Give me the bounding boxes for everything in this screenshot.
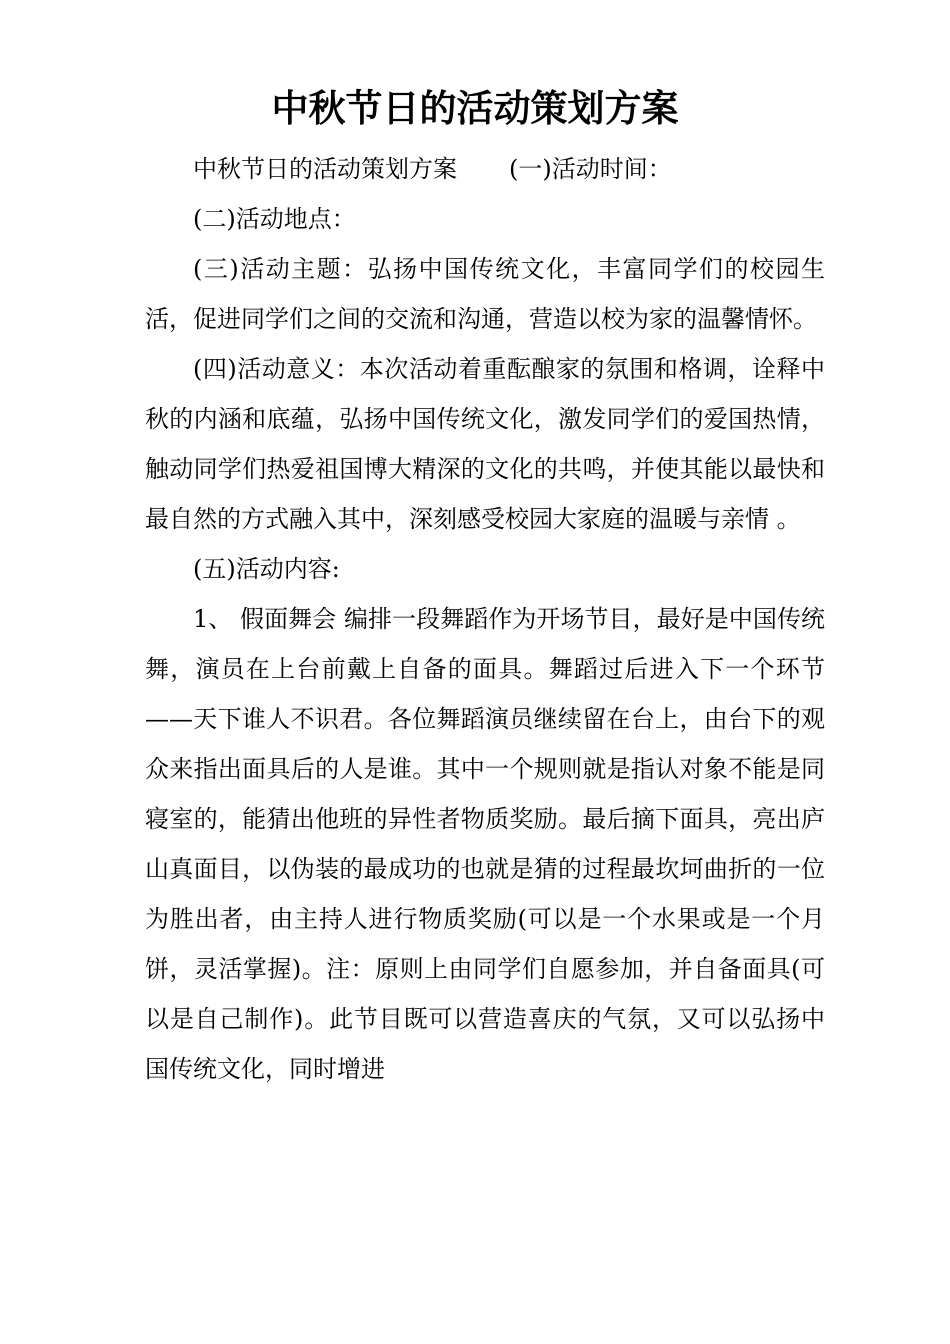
intro-paragraph — [145, 144, 825, 194]
paragraph-masquerade: 1、 假面舞会 编排一段舞蹈作为开场节目，最好是中国传统舞，演员在上台前戴上自备的面具。舞蹈过后进入下一个环节——天下谁人不识君。各位舞蹈演员继续留在台上，由台下的观众来指出面具后的人是谁。其中一个规则就是指认对象不能是同寝室的，能猜出他班的异性者物质奖励。最后摘下面具，亮出庐山真面目，以伪装的最成功的也就是猜的过程最坎坷曲折的一位为胜出者，由主持人进行物质奖励(可以是一个水果或是一个月饼，灵活掌握)。注：原则上由同学们自愿参加，并自备面具(可以是自己制作)。此节目既可以营造喜庆的气氛，又可以弘扬中国传统文化，同时增进 — [145, 605, 825, 1083]
document-body — [145, 144, 825, 1094]
paragraph-location: (二)活动地点： — [193, 205, 356, 233]
paragraph-significance: (四)活动意义：本次活动着重酝酿家的氛围和格调，诠释中秋的内涵和底蕴，弘扬中国传统文化，激发同学们的爱国热情，触动同学们热爱祖国博大精深的文化的共鸣，并使其能以最快和最自然的方式融入其中，深刻感受校园大家庭的温暖与亲情 。 — [145, 355, 825, 533]
paragraph-content-heading: (五)活动内容: — [193, 555, 340, 583]
intro-title: 中秋节日的活动策划方案 — [193, 155, 457, 183]
document-title: 中秋节日的活动策划方案 — [271, 86, 679, 130]
paragraph-theme: (三)活动主题：弘扬中国传统文化，丰富同学们的校园生活，促进同学们之间的交流和沟通，营造以校为家的温馨情怀。 — [145, 255, 825, 333]
activity-time-heading: (一)活动时间： — [509, 155, 672, 183]
